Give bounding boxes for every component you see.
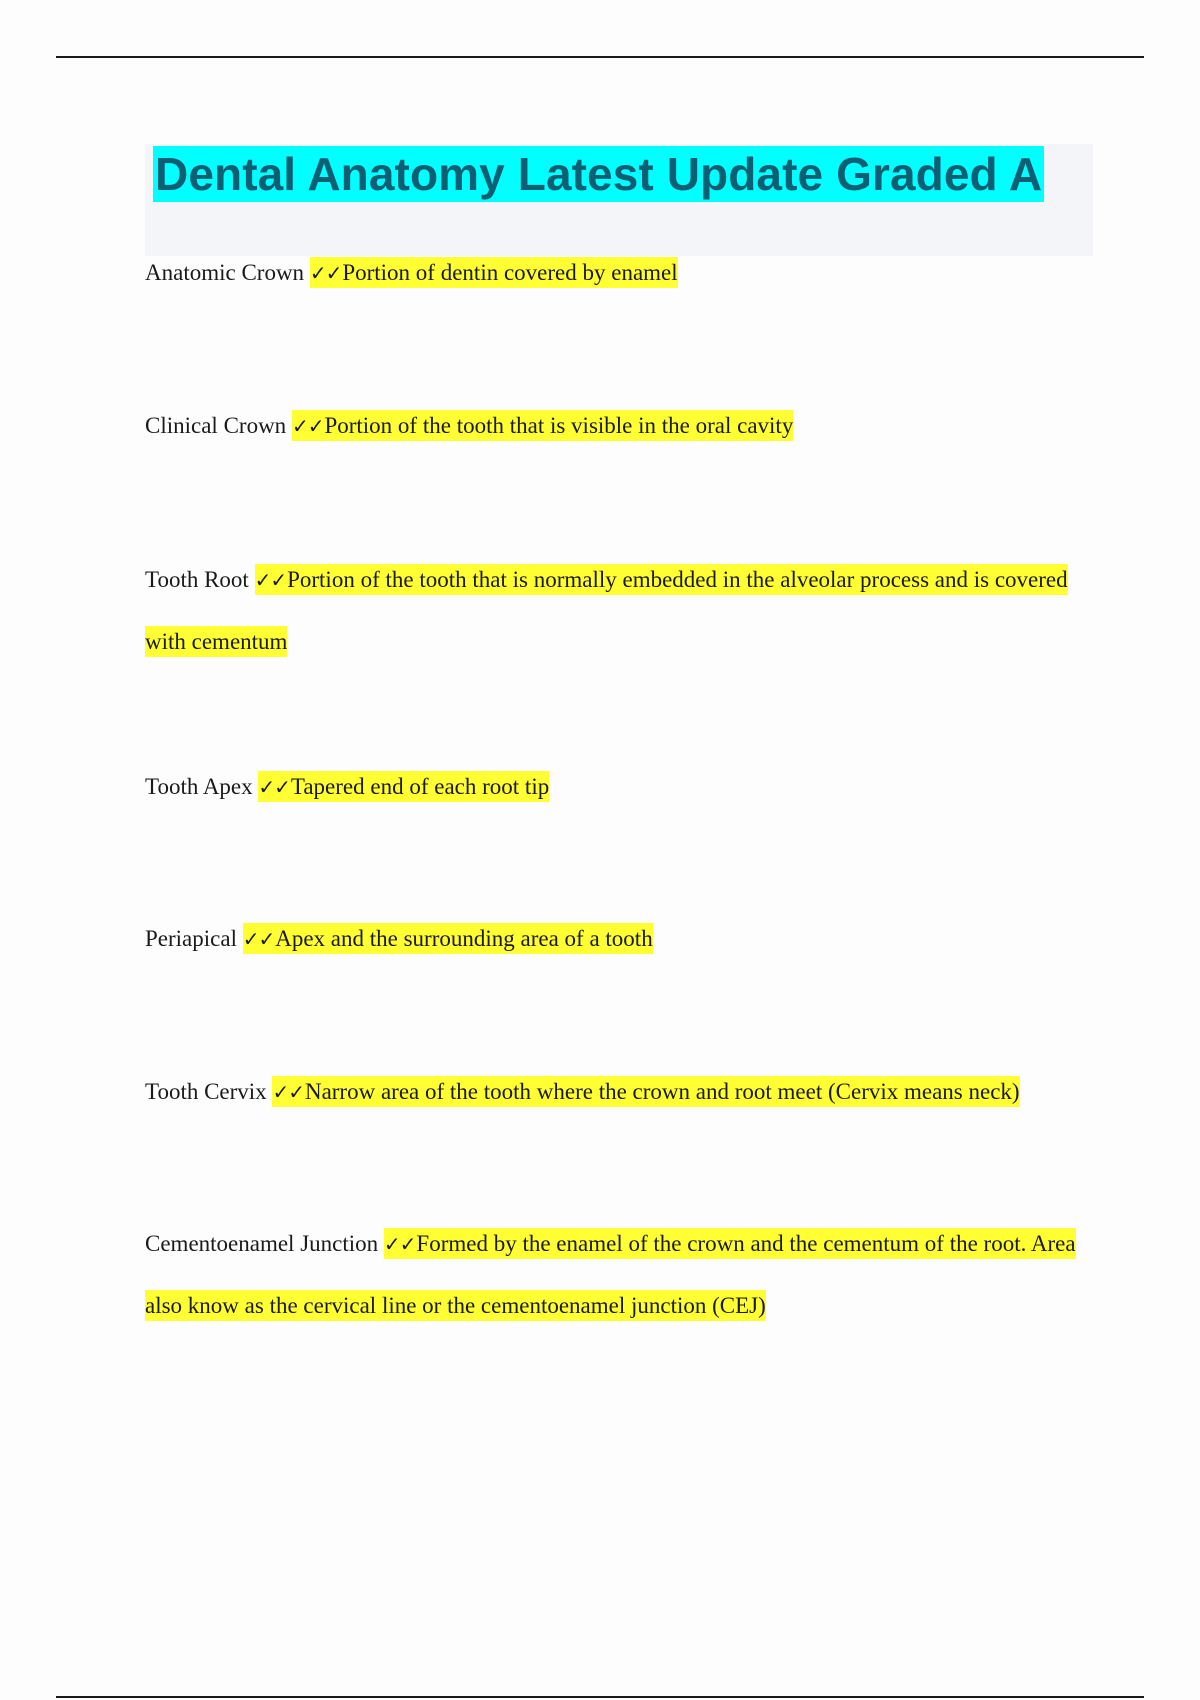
entry-definition-highlight — [243, 923, 653, 954]
entry-anatomic-crown — [145, 242, 1085, 304]
entry-term: Clinical Crown — [145, 413, 287, 438]
entry-definition: Portion of the tooth that is normally embedded in the alveolar process and is covered with cementum — [145, 567, 1068, 654]
entry-definition: Portion of dentin covered by enamel — [342, 260, 678, 285]
entry-tooth-root — [145, 549, 1085, 672]
entry-definition-highlight — [258, 771, 549, 802]
double-check-icon: ✓✓ — [309, 261, 342, 285]
entry-term: Tooth Cervix — [145, 1079, 267, 1104]
entry-term: Tooth Root — [145, 567, 249, 592]
entry-tooth-apex — [145, 756, 1085, 818]
entry-term: Periapical — [145, 926, 237, 951]
entry-clinical-crown — [145, 395, 1085, 457]
entry-definition: Formed by the enamel of the crown and the cementum of the root. Area also know as the cervical line or the cementoenamel junction (CEJ) — [145, 1231, 1076, 1318]
double-check-icon: ✓✓ — [254, 568, 287, 592]
entry-definition: Portion of the tooth that is visible in the oral cavity — [324, 413, 794, 438]
entry-definition: Apex and the surrounding area of a tooth — [275, 926, 653, 951]
bottom-rule — [56, 1696, 1144, 1698]
entry-term: Tooth Apex — [145, 774, 253, 799]
entry-tooth-cervix — [145, 1061, 1085, 1123]
double-check-icon: ✓✓ — [291, 414, 324, 438]
top-rule — [56, 56, 1144, 58]
double-check-icon: ✓✓ — [383, 1232, 416, 1256]
entry-definition-highlight — [292, 410, 793, 441]
entry-definition-highlight — [145, 564, 1068, 657]
entry-periapical — [145, 908, 1085, 970]
entry-definition-highlight — [310, 257, 678, 288]
entry-cementoenamel-junction — [145, 1213, 1085, 1336]
double-check-icon: ✓✓ — [242, 927, 275, 951]
entry-definition: Tapered end of each root tip — [290, 774, 550, 799]
entry-term: Cementoenamel Junction — [145, 1231, 379, 1256]
entry-definition: Narrow area of the tooth where the crown and root meet (Cervix means neck) — [304, 1079, 1020, 1104]
document-title: Dental Anatomy Latest Update Graded A — [155, 148, 1043, 200]
double-check-icon: ✓✓ — [272, 1080, 304, 1104]
entry-term: Anatomic Crown — [145, 260, 305, 285]
entry-definition-highlight — [272, 1076, 1019, 1107]
double-check-icon: ✓✓ — [258, 775, 290, 799]
